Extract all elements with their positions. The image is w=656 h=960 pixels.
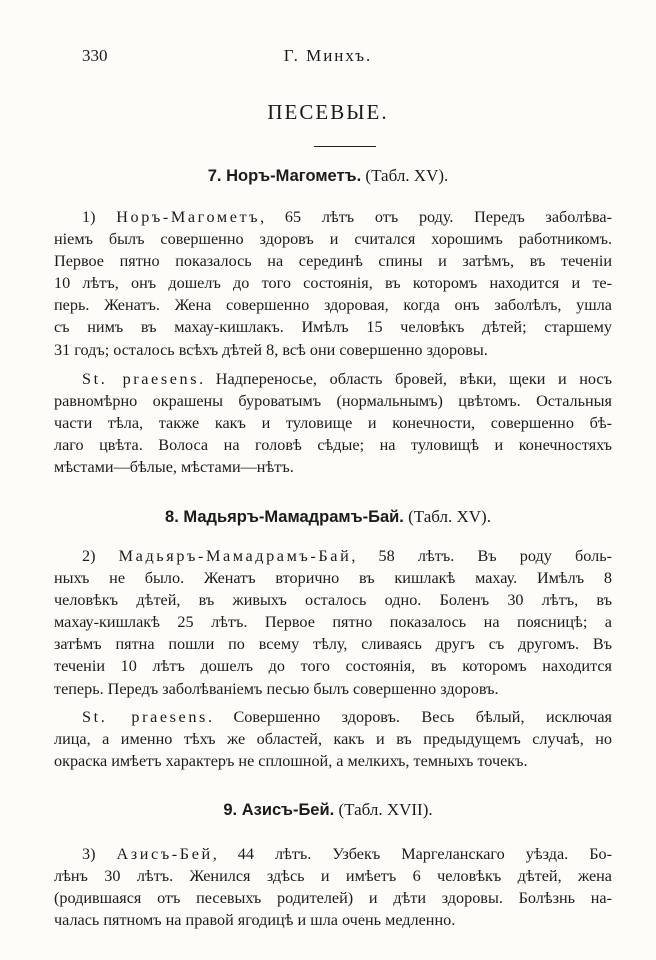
text-line: (родившаяся отъ песевыхъ родителей) и дѣти здоровы. Болѣзнь на- [54,889,612,908]
text-line: равномѣрно окрашены буроватымъ (нормальнымъ) цвѣтомъ. Остальныя [54,392,612,411]
entry-8-paragraph-1 [54,545,612,700]
text-line: St. praesens. Совершенно здоровъ. Весь бѣлый, исключая [82,708,612,726]
text-line: 3) Азисъ-Бей, 44 лѣтъ. Узбекъ Маргеланскаго уѣзда. Бо- [82,845,613,863]
entry-7-paragraph-2 [54,368,612,478]
text-line: затѣмъ пятна пошли по всему тѣлу, сливаясь другъ съ другомъ. Въ [54,635,612,654]
title-rule [314,146,376,147]
text-line: лаго цвѣта. Волоса на головѣ сѣдые; на туловищѣ и конечностяхъ [54,436,612,455]
text-line: чалась пятномъ на правой ягодицѣ и шла очень медленно. [54,911,456,930]
text-line: 10 лѣтъ, онъ дошелъ до того состоянія, въ которомъ находится и те- [54,274,612,293]
text-line: 2) Мадьяръ-Мамадрамъ-Бай, 58 лѣтъ. Въ роду боль- [82,547,613,565]
text-line: Первое пятно показалось на серединѣ спины и затѣмъ, въ теченіи [54,252,612,271]
entry-name: Азисъ-Бей. [241,801,335,819]
text-line: лѣнъ 30 лѣтъ. Женился здѣсь и имѣетъ 6 человѣкъ дѣтей, жена [54,867,612,886]
text-line: части тѣла, также какъ и туловище и конечности, совершенно бѣ- [54,414,612,433]
entry-table-ref: (Табл. XV). [361,166,449,185]
entry-name: Мадьяръ-Мамадрамъ-Бай. [183,508,404,526]
text-line: мѣстами—бѣлые, мѣстами—нѣтъ. [54,458,294,477]
status-label: St. praesens [82,370,200,388]
text-line: St. praesens. Надпереносье, область бровей, вѣки, щеки и носъ [82,370,612,388]
entry-heading-9 [0,800,656,820]
text-line: человѣкъ дѣтей, въ живыхъ осталось одно. Боленъ 30 лѣтъ, въ [54,591,612,610]
text-line: окраска имѣетъ характеръ не сплошной, а мелкихъ, темныхъ точекъ. [54,752,528,771]
entry-number: 7. [207,167,227,185]
entry-9-paragraph-1 [54,843,612,931]
text-line: 1) Норъ-Магометъ, 65 лѣтъ отъ роду. Передъ заболѣва- [82,208,612,226]
status-label: St. praesens [82,708,208,726]
patient-name: Мадьяръ-Мамадрамъ-Бай [118,547,352,565]
patient-name: Азисъ-Бей [116,845,213,863]
entry-number: 9. [223,801,242,819]
patient-name: Норъ-Магометъ [116,208,261,226]
section-title: ПЕСЕВЫЕ. [267,100,389,124]
entry-number: 8. [165,508,184,526]
entry-table-ref: (Табл. XVII). [334,800,433,819]
text-line: ніемъ былъ совершенно здоровъ и считался хорошимъ работникомъ. [54,230,612,249]
text-line: перь. Женатъ. Жена совершенно здоровая, когда онъ заболѣлъ, ушла [54,296,612,315]
running-head-author: Г. Минхъ. [283,46,373,65]
text-line: теченіи 10 лѣтъ дошелъ до того состоянія, въ которомъ находится [54,657,612,676]
running-head [82,46,574,70]
page-number: 330 [82,46,108,65]
text-line: съ нимъ въ махау-кишлакъ. Имѣлъ 15 человѣкъ дѣтей; старшему [54,318,612,337]
text-line: лица, а именно тѣхъ же областей, какъ и въ предыдущемъ случаѣ, но [54,730,612,749]
entry-8-paragraph-2 [54,706,612,772]
entry-heading-8 [0,507,656,527]
text-line: махау-кишлакѣ 25 лѣтъ. Первое пятно показалось на поясницѣ; а [54,613,612,632]
text-line: ныхъ не было. Женатъ вторично въ кишлакѣ махау. Имѣлъ 8 [54,569,612,588]
entry-heading-7 [0,166,656,186]
entry-name: Норъ-Магометъ. [226,167,362,185]
entry-table-ref: (Табл. XV). [403,507,491,526]
text-line: теперь. Передъ заболѣваніемъ песью былъ совершенно здоровъ. [54,679,499,698]
text-line: 31 годъ; осталось всѣхъ дѣтей 8, всѣ они совершенно здоровы. [54,340,488,359]
entry-7-paragraph-1 [54,206,612,361]
